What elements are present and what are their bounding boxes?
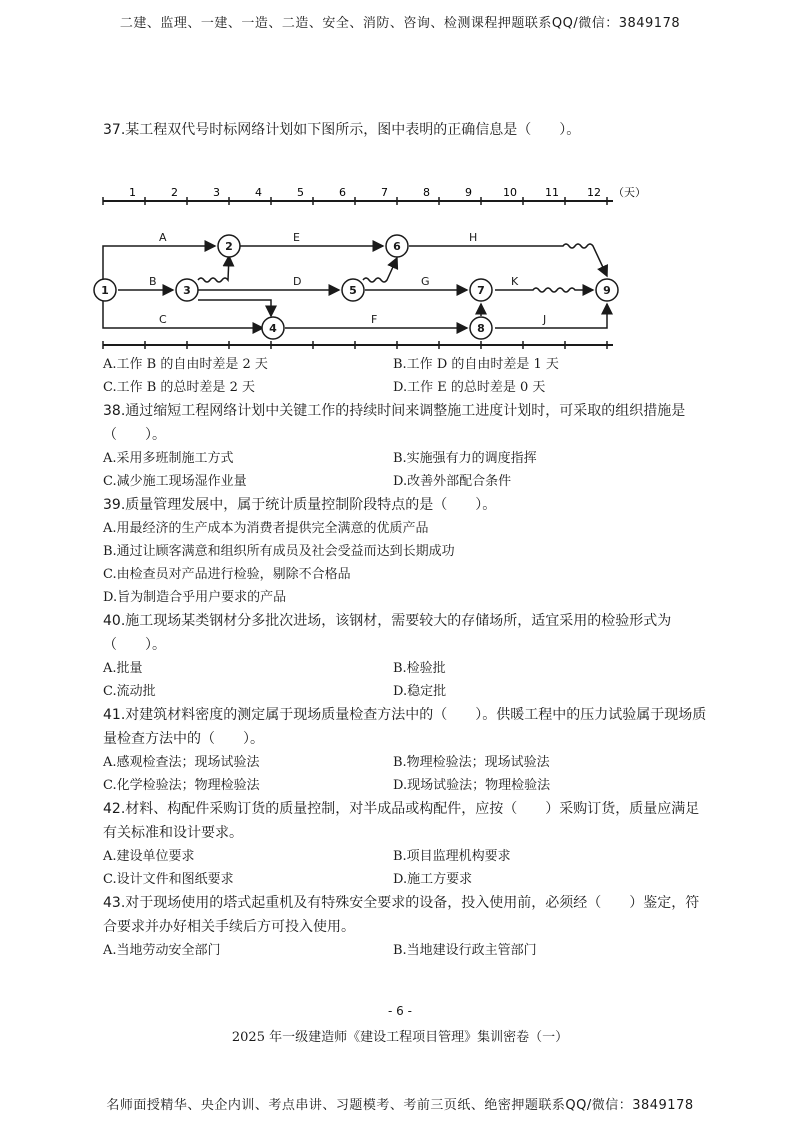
options	[103, 517, 713, 609]
network-node: 6	[393, 240, 401, 253]
scale-label: 7	[381, 186, 388, 199]
option-b[interactable]: B.当地建设行政主管部门	[393, 943, 537, 958]
network-node: 8	[477, 322, 485, 335]
question-content	[103, 118, 713, 962]
option-d[interactable]: D.旨为制造合乎用户要求的产品	[103, 590, 287, 605]
option-d[interactable]: D.现场试验法；物理检验法	[393, 778, 551, 793]
question-stem: 37.某工程双代号时标网络计划如下图所示，图中表明的正确信息是（ ）。	[103, 122, 581, 138]
option-b[interactable]: B.工作 D 的自由时差是 1 天	[393, 357, 559, 372]
scale-label: 9	[465, 186, 472, 199]
activity-label: A	[159, 231, 167, 244]
scale-label: 1	[129, 186, 136, 199]
option-a[interactable]: A.批量	[103, 661, 143, 676]
option-b[interactable]: B.通过让顾客满意和组织所有成员及社会受益而达到长期成功	[103, 544, 455, 559]
network-node: 3	[183, 284, 191, 297]
option-b[interactable]: B.实施强有力的调度指挥	[393, 451, 537, 466]
question-stem: 40.施工现场某类钢材分多批次进场，该钢材，需要较大的存储场所，适宜采用的检验形式为（ ）。	[103, 613, 672, 653]
scale-label: 3	[213, 186, 220, 199]
top-time-scale	[103, 186, 646, 205]
question-stem: 38.通过缩短工程网络计划中关键工作的持续时间来调整施工进度计划时，可采取的组织措施是（ ）。	[103, 403, 686, 443]
network-node: 4	[269, 322, 277, 335]
question-stem: 42.材料、构配件采购订货的质量控制，对半成品或构配件，应按（ ）采购订货，质量应满足有关标准和设计要求。	[103, 801, 700, 841]
option-a[interactable]: A.用最经济的生产成本为消费者提供完全满意的优质产品	[103, 521, 429, 536]
activity-label: K	[511, 275, 519, 288]
question-38	[103, 399, 713, 493]
question-stem: 39.质量管理发展中，属于统计质量控制阶段特点的是（ ）。	[103, 497, 497, 513]
network-node: 7	[477, 284, 485, 297]
question-39	[103, 493, 713, 609]
scale-label: 11	[545, 186, 559, 199]
option-a[interactable]: A.采用多班制施工方式	[103, 451, 234, 466]
activity-label: D	[293, 275, 302, 288]
network-node: 9	[603, 284, 611, 297]
option-c[interactable]: C.减少施工现场湿作业量	[103, 474, 247, 489]
time-scaled-network-diagram	[101, 146, 646, 351]
question-stem: 43.对于现场使用的塔式起重机及有特殊安全要求的设备，投入使用前，必须经（ ）鉴定，符合要求并办好相关手续后方可投入使用。	[103, 895, 700, 935]
question-43	[103, 891, 713, 962]
scale-label: 10	[503, 186, 517, 199]
activity-label: E	[293, 231, 300, 244]
options	[103, 751, 713, 797]
option-a[interactable]: A.建设单位要求	[103, 849, 195, 864]
question-40	[103, 609, 713, 703]
options	[103, 939, 713, 962]
network-node: 5	[349, 284, 357, 297]
scale-label: 2	[171, 186, 178, 199]
scale-label: 5	[297, 186, 304, 199]
options	[103, 657, 713, 703]
option-b[interactable]: B.项目监理机构要求	[393, 849, 511, 864]
question-37	[103, 118, 713, 399]
activity-label: C	[159, 313, 167, 326]
page-footer: 名师面授精华、央企内训、考点串讲、习题模考、考前三页纸、绝密押题联系QQ/微信：3849178	[106, 1098, 694, 1113]
network-node: 1	[101, 284, 109, 297]
page-header: 二建、监理、一建、一造、二造、安全、消防、咨询、检测课程押题联系QQ/微信：3849178	[119, 16, 681, 31]
scale-label: 4	[255, 186, 262, 199]
scale-unit: （天）	[613, 186, 646, 199]
option-a[interactable]: A.当地劳动安全部门	[103, 943, 221, 958]
options	[103, 845, 713, 891]
option-d[interactable]: D.工作 E 的总时差是 0 天	[393, 380, 546, 395]
activity-label: F	[371, 313, 378, 326]
paper-title: 2025 年一级建造师《建设工程项目管理》集训密卷（一）	[231, 1030, 569, 1045]
options	[103, 447, 713, 493]
question-42	[103, 797, 713, 891]
option-d[interactable]: D.稳定批	[393, 684, 447, 699]
option-a[interactable]: A.感观检查法；现场试验法	[103, 755, 260, 770]
option-d[interactable]: D.施工方要求	[393, 872, 473, 887]
option-b[interactable]: B.检验批	[393, 661, 446, 676]
options	[103, 353, 713, 399]
option-c[interactable]: C.设计文件和图纸要求	[103, 872, 234, 887]
activity-label: J	[543, 313, 547, 326]
scale-label: 12	[587, 186, 601, 199]
option-c[interactable]: C.化学检验法；物理检验法	[103, 778, 260, 793]
activity-label: B	[149, 275, 157, 288]
option-c[interactable]: C.由检查员对产品进行检验，剔除不合格品	[103, 567, 351, 582]
page-number: - 6 -	[388, 1004, 412, 1018]
option-d[interactable]: D.改善外部配合条件	[393, 474, 512, 489]
scale-label: 8	[423, 186, 430, 199]
question-41	[103, 703, 713, 797]
option-c[interactable]: C.流动批	[103, 684, 156, 699]
network-node: 2	[225, 240, 233, 253]
activity-label: G	[421, 275, 430, 288]
activity-label: H	[469, 231, 478, 244]
option-a[interactable]: A.工作 B 的自由时差是 2 天	[103, 357, 268, 372]
scale-label: 6	[339, 186, 346, 199]
question-stem: 41.对建筑材料密度的测定属于现场质量检查方法中的（ ）。供暖工程中的压力试验属于现场质量检查方法中的（ ）。	[103, 707, 707, 747]
option-c[interactable]: C.工作 B 的总时差是 2 天	[103, 380, 255, 395]
option-b[interactable]: B.物理检验法；现场试验法	[393, 755, 550, 770]
